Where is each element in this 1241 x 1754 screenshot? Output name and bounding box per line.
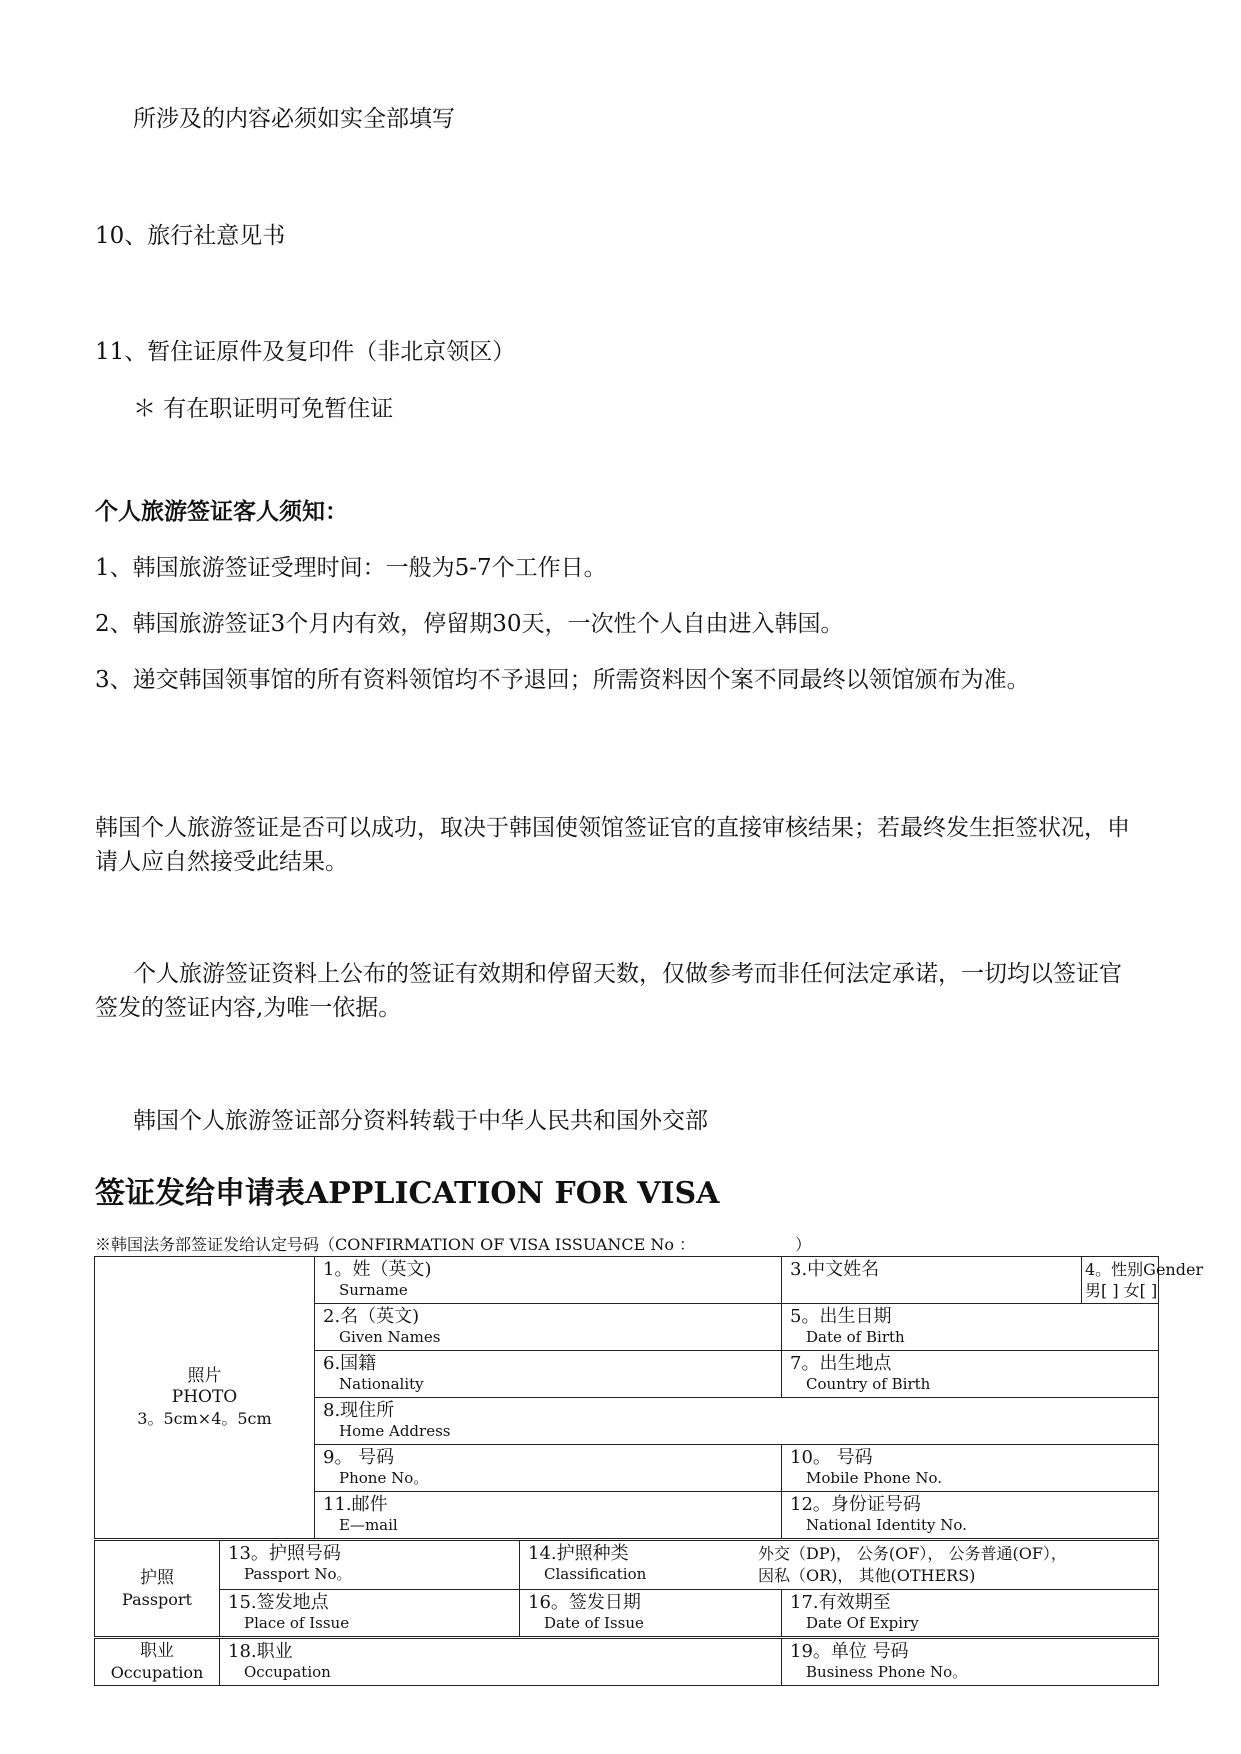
confirmation-close: ）: [795, 1235, 812, 1254]
field-chinese-name-label: 3.中文姓名: [790, 1259, 880, 1280]
item-11-note: ＊ 有在职证明可免暂住证: [133, 396, 394, 422]
passport-label-en: Passport: [122, 1589, 192, 1609]
passport-type-options-1[interactable]: 外交（DP)， 公务(OF）， 公务普通(OF），: [758, 1544, 1067, 1563]
field-mobile-phone-label: 10。 号码: [790, 1447, 873, 1468]
confirmation-number-line: [95, 1232, 811, 1255]
gender-options[interactable]: 男[ ] 女[ ]: [1085, 1281, 1158, 1300]
field-passport-classification-label: 14.护照种类: [528, 1543, 629, 1564]
field-date-of-expiry[interactable]: [782, 1590, 1159, 1638]
photo-label-cn: 照片: [187, 1366, 222, 1386]
field-place-of-issue[interactable]: [220, 1590, 520, 1638]
field-country-of-birth-en: Country of Birth: [806, 1375, 931, 1393]
photo-label-en: PHOTO: [171, 1387, 238, 1407]
field-phone-en: Phone No。: [339, 1469, 429, 1487]
field-phone-label: 9。 号码: [323, 1447, 395, 1468]
disclaimer-validity: 个人旅游签证资料上公布的签证有效期和停留天数，仅做参考而非任何法定承诺，一切均以签证官签发的签证内容,为唯一依据。: [95, 961, 1122, 1021]
field-passport-no[interactable]: [220, 1540, 520, 1590]
field-given-names-en: Given Names: [339, 1328, 441, 1346]
field-email[interactable]: [315, 1492, 782, 1540]
disclaimer-refusal: 韩国个人旅游签证是否可以成功，取决于韩国使领馆签证官的直接审核结果；若最终发生拒签状况，申请人应自然接受此结果。: [95, 815, 1130, 875]
field-date-of-issue[interactable]: [520, 1590, 782, 1638]
notice-item-1: 1、韩国旅游签证受理时间：一般为5-7个工作日。: [95, 555, 607, 581]
item-10-travel-agency-opinion: 10、旅行社意见书: [95, 223, 286, 249]
field-given-names-label: 2.名（英文): [323, 1306, 420, 1327]
field-business-phone-en: Business Phone No。: [806, 1663, 968, 1681]
field-business-phone[interactable]: [782, 1638, 1159, 1686]
field-gender[interactable]: [1082, 1257, 1204, 1304]
field-surname[interactable]: [315, 1257, 782, 1304]
confirmation-label: ※韩国法务部签证发给认定号码（CONFIRMATION OF VISA ISSUANCE No ：: [95, 1235, 696, 1254]
field-country-of-birth-label: 7。出生地点: [790, 1353, 892, 1374]
field-email-en: E—mail: [339, 1516, 398, 1534]
field-passport-no-en: Passport No。: [244, 1565, 352, 1583]
field-occupation-label: 18.职业: [228, 1641, 293, 1662]
field-phone[interactable]: [315, 1445, 782, 1492]
field-mobile-phone[interactable]: [782, 1445, 1159, 1492]
photo-box[interactable]: [95, 1257, 315, 1540]
notice-title: 个人旅游签证客人须知：: [95, 498, 348, 525]
field-date-of-birth[interactable]: [782, 1304, 1159, 1351]
field-home-address-en: Home Address: [339, 1422, 451, 1440]
field-passport-no-label: 13。护照号码: [228, 1543, 341, 1564]
field-country-of-birth[interactable]: [782, 1351, 1159, 1398]
field-national-id[interactable]: [782, 1492, 1159, 1540]
form-title: 签证发给申请表APPLICATION FOR VISA: [95, 1176, 720, 1211]
field-date-of-birth-en: Date of Birth: [806, 1328, 905, 1346]
field-national-id-label: 12。身份证号码: [790, 1494, 921, 1515]
field-surname-label: 1。姓（英文): [323, 1259, 432, 1280]
field-home-address[interactable]: [315, 1398, 1159, 1445]
field-passport-classification[interactable]: [520, 1540, 1159, 1590]
notice-item-2: 2、韩国旅游签证3个月内有效，停留期30天，一次性个人自由进入韩国。: [95, 611, 844, 637]
field-occupation[interactable]: [220, 1638, 782, 1686]
field-nationality[interactable]: [315, 1351, 782, 1398]
field-given-names[interactable]: [315, 1304, 782, 1351]
field-date-of-birth-label: 5。出生日期: [790, 1306, 892, 1327]
field-nationality-en: Nationality: [339, 1375, 424, 1393]
passport-section-label: [95, 1540, 220, 1638]
photo-size: 3。5cm×4。5cm: [137, 1409, 272, 1428]
field-national-id-en: National Identity No.: [806, 1516, 967, 1534]
field-gender-label: 4。性别Gender: [1085, 1260, 1204, 1279]
field-passport-classification-en: Classification: [544, 1565, 647, 1583]
field-business-phone-label: 19。单位 号码: [790, 1641, 909, 1662]
source-note: 韩国个人旅游签证部分资料转载于中华人民共和国外交部: [133, 1108, 708, 1134]
field-date-of-expiry-en: Date Of Expiry: [806, 1614, 919, 1632]
field-home-address-label: 8.现住所: [323, 1400, 395, 1421]
notice-item-3: 3、递交韩国领事馆的所有资料领馆均不予退回；所需资料因个案不同最终以领馆颁布为准。: [95, 667, 1030, 693]
occupation-label-en: Occupation: [110, 1663, 204, 1682]
instruction-fill-all: 所涉及的内容必须如实全部填写: [133, 106, 455, 132]
field-place-of-issue-label: 15.签发地点: [228, 1592, 329, 1613]
passport-type-options-2[interactable]: 因私（OR)， 其他(OTHERS): [758, 1566, 976, 1585]
field-nationality-label: 6.国籍: [323, 1353, 377, 1374]
field-date-of-expiry-label: 17.有效期至: [790, 1592, 891, 1613]
occupation-section-label: [95, 1638, 220, 1686]
occupation-label-cn: 职业: [140, 1641, 174, 1661]
field-email-label: 11.邮件: [323, 1494, 388, 1515]
item-11-residence-permit: 11、暂住证原件及复印件（非北京领区）: [95, 339, 516, 365]
field-place-of-issue-en: Place of Issue: [244, 1614, 350, 1632]
field-date-of-issue-en: Date of Issue: [544, 1614, 644, 1632]
field-date-of-issue-label: 16。签发日期: [528, 1592, 641, 1613]
field-occupation-en: Occupation: [244, 1663, 331, 1681]
field-mobile-phone-en: Mobile Phone No.: [806, 1469, 942, 1487]
visa-application-table: [94, 1256, 1204, 1686]
field-chinese-name[interactable]: [782, 1257, 1082, 1304]
passport-label-cn: 护照: [140, 1567, 174, 1588]
field-surname-en: Surname: [339, 1281, 408, 1299]
